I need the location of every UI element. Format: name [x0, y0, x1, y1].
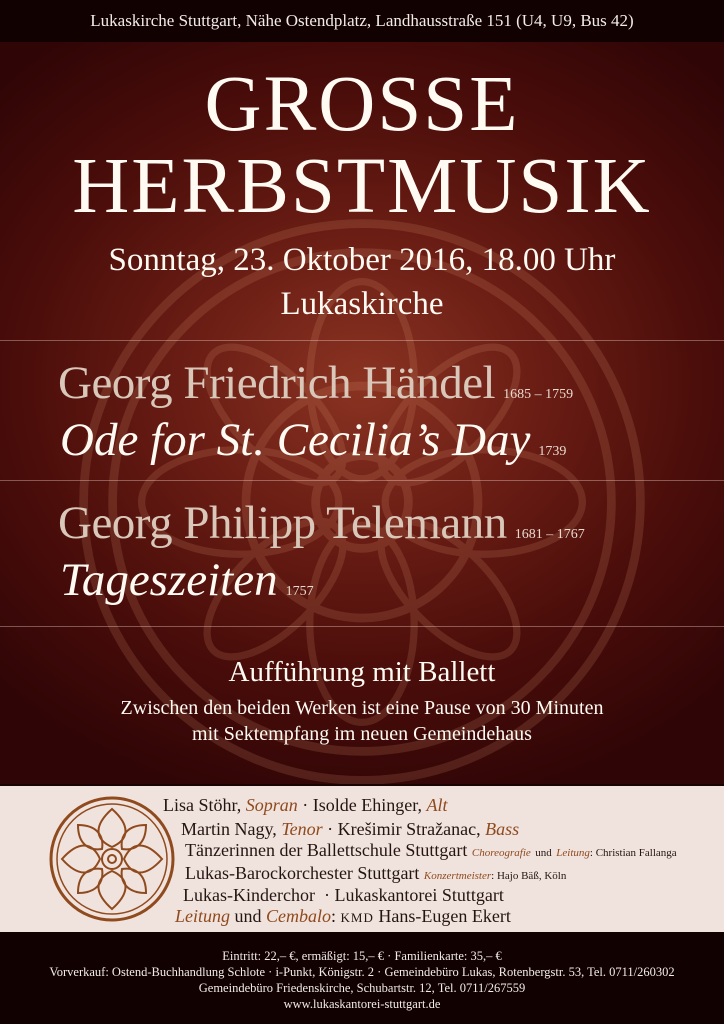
cast-ballet: Tänzerinnen der Ballettschule Stuttgart Choreografie und Leitung: Christian Fallanga	[185, 840, 677, 860]
cast-orchestra: Lukas-Barockorchester Stuttgart Konzertmeister: Hajo Bäß, Köln	[185, 863, 567, 883]
event-venue: Lukaskirche	[280, 286, 444, 322]
footer-admission: Eintritt: 22,– €, ermäßigt: 15,– € · Familienkarte: 35,– €	[222, 949, 502, 963]
event-date: Sonntag, 23. Oktober 2016, 18.00 Uhr	[108, 242, 616, 278]
event-title-line2: HERBSTMUSIK	[72, 143, 652, 230]
poster-main	[0, 42, 724, 784]
divider	[0, 626, 724, 627]
cast-panel	[0, 786, 724, 932]
composer-years: 1681 – 1767	[514, 527, 585, 542]
cast-soloists-1: Lisa Stöhr, Sopran · Isolde Ehinger, Alt	[163, 795, 448, 815]
footer-info	[0, 932, 724, 1024]
church-emblem-icon	[48, 795, 176, 923]
cast-choirs: Lukas-Kinderchor · Lukaskantorei Stuttgart	[183, 885, 504, 905]
composer-telemann: Georg Philipp Telemann 1681 – 1767	[58, 497, 585, 549]
footer-office: Gemeindebüro Friedenskirche, Schubartstr. 12, Tel. 0711/267559	[198, 981, 526, 995]
footer-presale: Vorverkauf: Ostend-Buchhandlung Schlote · i-Punkt, Königstr. 2 · Gemeindebüro Lukas, Rotenbergstr. 53, Tel. 0711/260302	[49, 965, 675, 979]
composer-handel: Georg Friedrich Händel 1685 – 1759	[58, 357, 574, 409]
work-year: 1739	[538, 444, 567, 459]
work-tageszeiten: Tageszeiten 1757	[60, 554, 314, 606]
divider	[0, 480, 724, 481]
cast-director: Leitung und Cembalo: KMD Hans-Eugen Ekert	[175, 906, 511, 926]
work-year: 1757	[285, 584, 314, 599]
footer-website[interactable]: www.lukaskantorei-stuttgart.de	[283, 997, 441, 1011]
performance-note-2: mit Sektempfang im neuen Gemeindehaus	[192, 723, 532, 745]
performance-note-1: Zwischen den beiden Werken ist eine Pause von 30 Minuten	[120, 697, 604, 719]
work-ode-st-cecilia: Ode for St. Cecilia’s Day 1739	[60, 414, 567, 466]
composer-years: 1685 – 1759	[503, 387, 574, 402]
event-title-line1: GROSSE	[204, 61, 520, 148]
cast-soloists-2: Martin Nagy, Tenor · Krešimir Stražanac, Bass	[181, 819, 520, 839]
header-location: Lukaskirche Stuttgart, Nähe Ostendplatz, Landhausstraße 151 (U4, U9, Bus 42)	[0, 0, 724, 42]
performance-title: Aufführung mit Ballett	[228, 656, 496, 688]
divider	[0, 340, 724, 341]
